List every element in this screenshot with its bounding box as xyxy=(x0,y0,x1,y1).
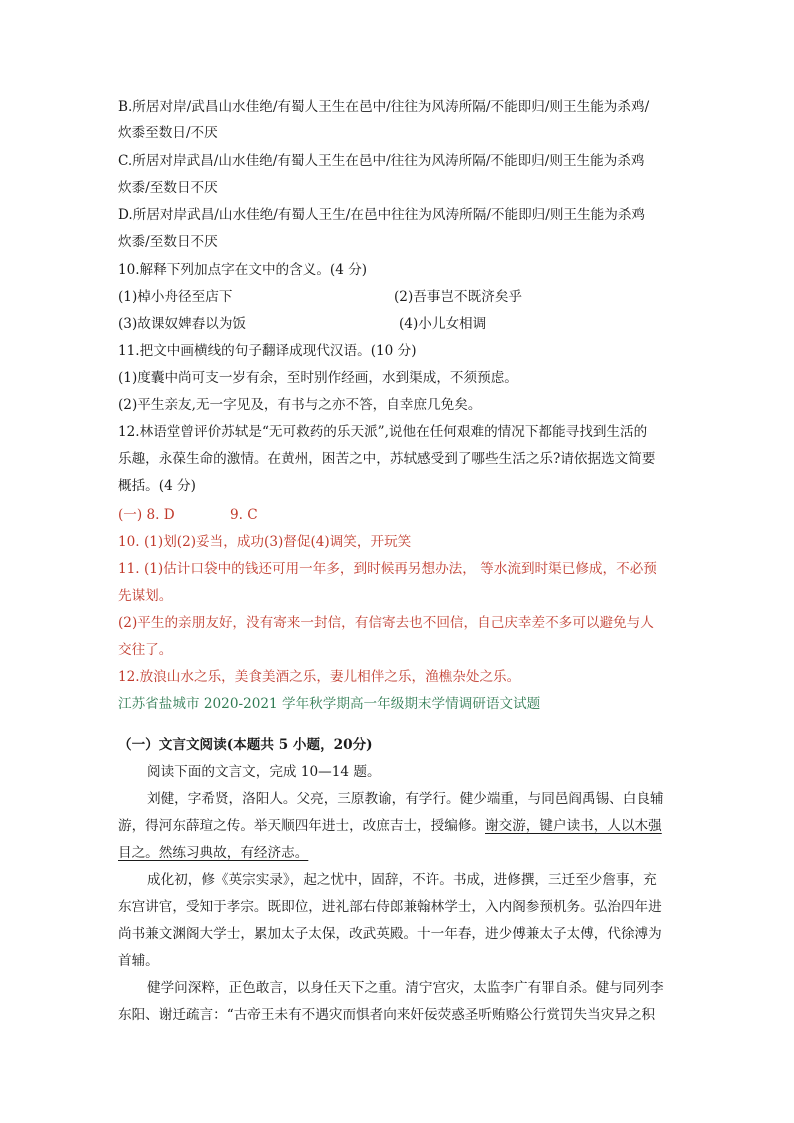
question-10-item-3: (3)故课奴婢舂以为饭 xyxy=(118,316,247,332)
option-d-line1: D.所居对岸武昌/山水佳绝/有蜀人王生/在邑中往往为风涛所隔/不能即归/则王生能为杀鸡 xyxy=(118,207,646,223)
answer-10: 10. (1)划(2)妥当，成功(3)督促(4)调笑，开玩笑 xyxy=(118,534,412,550)
underlined-sentence: 谢交游，键户读书，人以木强 xyxy=(485,818,662,834)
source-title: 江苏省盐城市 2020-2021 学年秋学期高一年级期末学情调研语文试题 xyxy=(118,696,541,712)
answer-9: 9. C xyxy=(230,507,258,523)
section-heading: （一）文言文阅读(本题共 5 小题，20分) xyxy=(118,737,373,753)
question-10-item-4: (4)小儿女相调 xyxy=(399,316,487,332)
passage-p2-line4: 首辅。 xyxy=(118,953,159,969)
passage-p3-line2: 东阳、谢迁疏言：“古帝王未有不遇灾而惧者向来奸佞荧惑圣听贿赂公行赏罚失当灾异之积 xyxy=(118,1007,656,1023)
question-12-line2: 乐趣，永葆生命的激情。在黄州，困苦之中，苏轼感受到了哪些生活之乐?请依据选文简要 xyxy=(118,451,656,467)
answer-11-line1: 11. (1)估计口袋中的钱还可用一年多，到时候再另想办法， 等水流到时渠已修成，不必预 xyxy=(118,561,657,577)
question-10-stem: 10.解释下列加点字在文中的含义。(4 分) xyxy=(118,262,368,278)
question-11-stem: 11.把文中画横线的句子翻译成现代汉语。(10 分) xyxy=(118,343,417,359)
option-b-line1: B.所居对岸/武昌山水佳绝/有蜀人王生在邑中/往往为风涛所隔/不能即归/则王生能为杀鸡/ xyxy=(118,99,650,115)
passage-p1-line1: 刘健，字希贤，洛阳人。父亮，三原教谕，有学行。健少端重，与同邑阎禹锡、白良辅 xyxy=(147,791,664,807)
passage-p2-line3: 尚书兼文渊阁大学士，累加太子太保，改武英殿。十一年春，进少傅兼太子太傅，代徐溥为 xyxy=(118,926,662,942)
option-b-line2: 炊黍至数日/不厌 xyxy=(118,125,218,141)
answer-12: 12.放浪山水之乐，美食美酒之乐，妻儿相伴之乐，渔樵杂处之乐。 xyxy=(118,669,521,685)
passage-p3-line1: 健学问深粹，正色敢言，以身任天下之重。清宁宫灾，太监李广有罪自杀。健与同列李 xyxy=(147,980,664,996)
option-c-line2: 炊黍/至数日不厌 xyxy=(118,180,218,196)
question-11-sentence-2: (2)平生亲友,无一字见及，有书与之亦不答，自幸庶几免矣。 xyxy=(118,397,482,413)
passage-p2-line2: 东宫讲官，受知于孝宗。既即位，进礼部右侍郎兼翰林学士，入内阁参预机务。弘治四年进 xyxy=(118,899,662,915)
answer-11-line4: 交往了。 xyxy=(118,642,173,658)
question-12-line1: 12.林语堂曾评价苏轼是“无可救药的乐天派”,说他在任何艰难的情况下都能寻找到生活的 xyxy=(118,424,648,440)
answer-11-line2: 先谋划。 xyxy=(118,588,173,604)
passage-p2-line1: 成化初，修《英宗实录》，起之忧中，固辞，不许。书成，进修撰，三迁至少詹事，充 xyxy=(147,872,657,888)
question-10-item-1: (1)棹小舟径至店下 xyxy=(118,289,233,305)
option-d-line2: 炊黍/至数日不厌 xyxy=(118,234,218,250)
question-12-line3: 概括。(4 分) xyxy=(118,478,196,494)
option-c-line1: C.所居对岸武昌/山水佳绝/有蜀人王生在邑中/往往为风涛所隔/不能即归/则王生能为杀鸡 xyxy=(118,153,645,169)
instruction: 阅读下面的文言文，完成 10—14 题。 xyxy=(147,764,381,780)
passage-p1-line2 xyxy=(118,816,662,836)
question-11-sentence-1: (1)度囊中尚可支一岁有余，至时别作经画，水到渠成，不须预虑。 xyxy=(118,370,518,386)
question-10-item-2: (2)吾事岂不既济矣乎 xyxy=(394,289,523,305)
passage-plain-text: 游，得河东薛瑄之传。举天顺四年进士，改庶吉士，授编修。 xyxy=(118,818,486,834)
answer-11-line3: (2)平生的亲朋友好，没有寄来一封信，有信寄去也不回信，自己庆幸差不多可以避免与人 xyxy=(118,615,654,631)
passage-p1-line3: 目之。然练习典故，有经济志。 xyxy=(118,845,309,861)
answer-8: (一) 8. D xyxy=(118,507,175,523)
